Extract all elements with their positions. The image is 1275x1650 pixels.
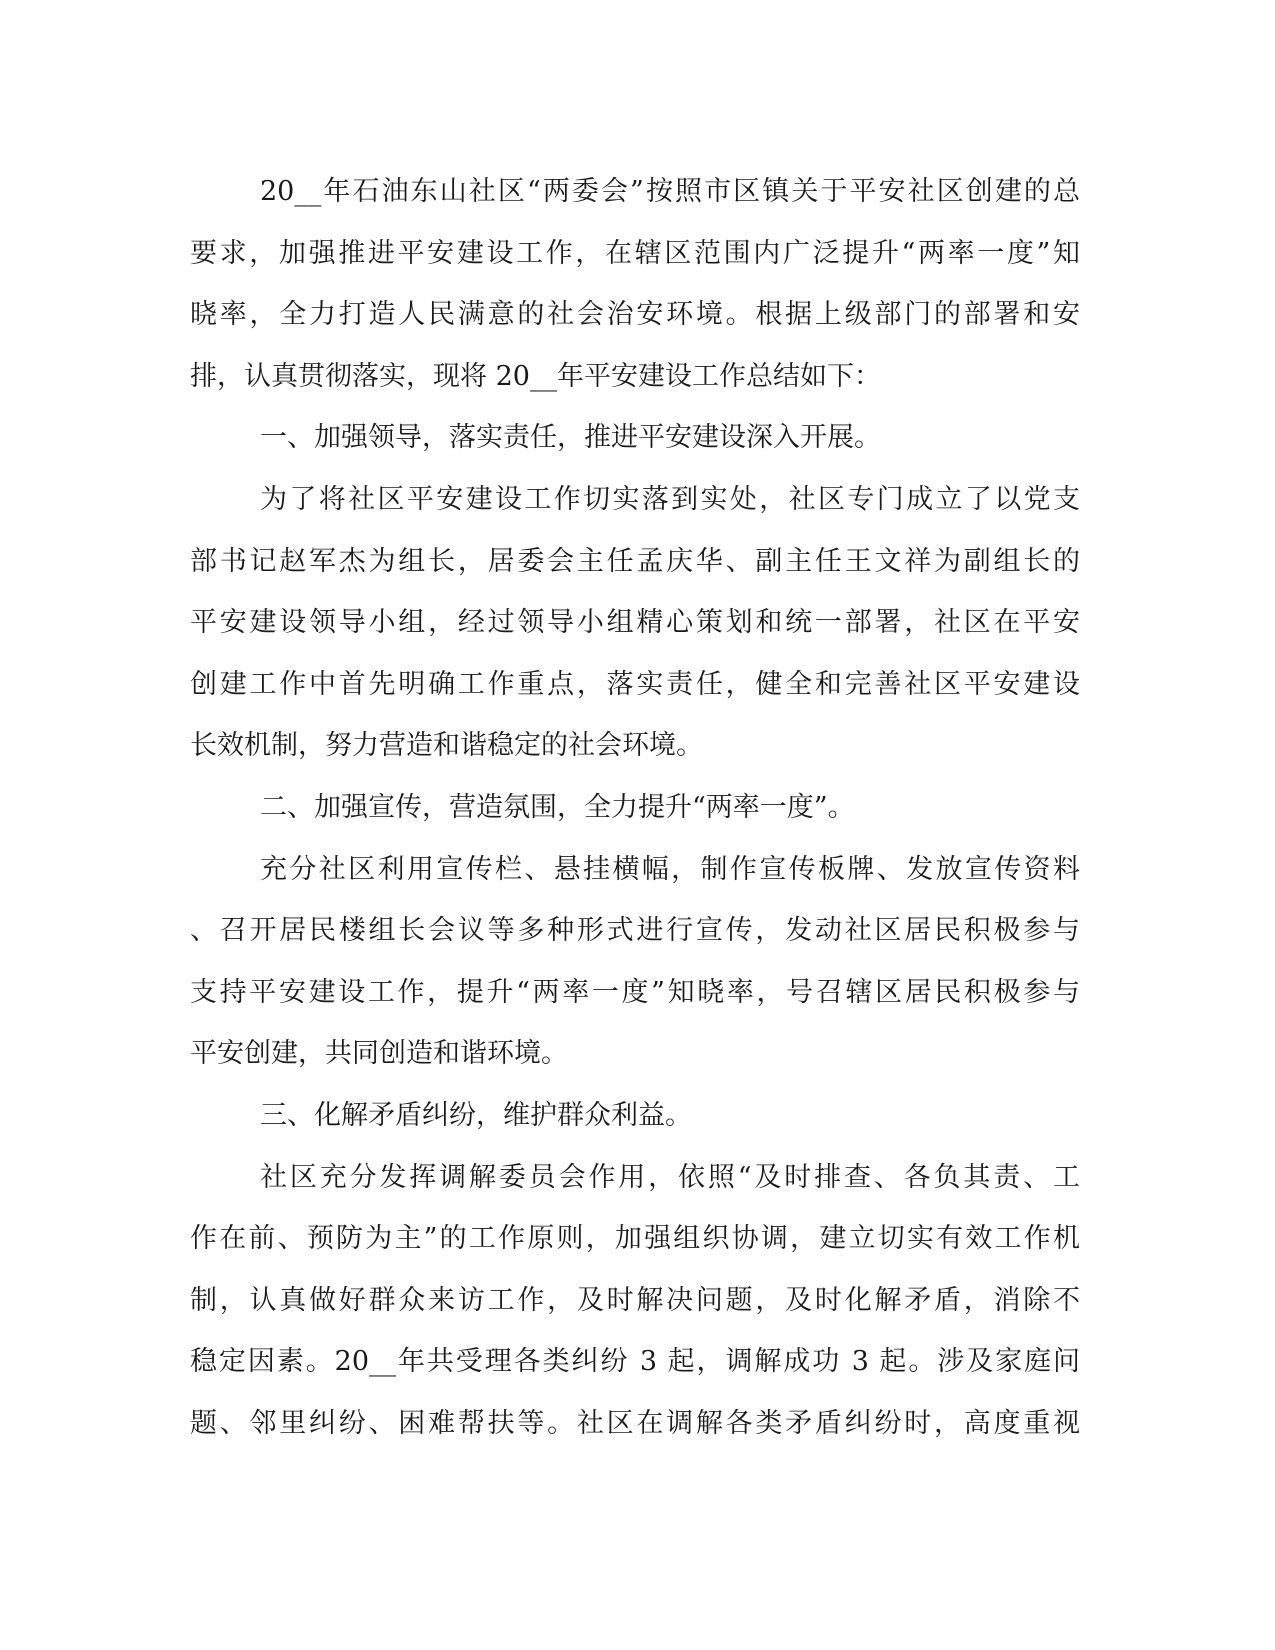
paragraph-1-line-2: 要求，加强推进平安建设工作，在辖区范围内广泛提升“两率一度”知 [190, 237, 1080, 269]
paragraph-2-line-3: 平安建设领导小组，经过领导小组精心策划和统一部署，社区在平安 [190, 607, 1080, 639]
paragraph-1-line-1: 20__年石油东山社区“两委会”按照市区镇关于平安社区创建的总 [260, 176, 1080, 207]
paragraph-4-line-3: 制，认真做好群众来访工作，及时解决问题，及时化解矛盾，消除不 [190, 1284, 1080, 1316]
paragraph-4-line-4: 稳定因素。20__年共受理各类纠纷 3 起，调解成功 3 起。涉及家庭问 [190, 1346, 1080, 1378]
paragraph-1-line-4: 排，认真贯彻落实，现将 20__年平安建设工作总结如下： [190, 360, 881, 392]
section-heading-3: 三、化解矛盾纠纷，维护群众利益。 [260, 1099, 692, 1131]
paragraph-4-line-1: 社区充分发挥调解委员会作用，依照“及时排查、各负其责、工 [260, 1161, 1080, 1193]
document-body [190, 161, 1080, 1454]
section-heading-2: 二、加强宣传，营造氛围，全力提升“两率一度”。 [260, 791, 855, 823]
paragraph-3-line-2: 、召开居民楼组长会议等多种形式进行宣传，发动社区居民积极参与 [190, 915, 1080, 947]
paragraph-2-line-5: 长效机制，努力营造和谐稳定的社会环境。 [190, 730, 703, 762]
paragraph-3-line-1: 充分社区利用宣传栏、悬挂横幅，制作宣传板牌、发放宣传资料 [260, 853, 1080, 885]
paragraph-2-line-2: 部书记赵军杰为组长，居委会主任孟庆华、副主任王文祥为副组长的 [190, 545, 1080, 577]
paragraph-2-line-1: 为了将社区平安建设工作切实落到实处，社区专门成立了以党支 [260, 483, 1080, 515]
paragraph-4-line-2: 作在前、预防为主”的工作原则，加强组织协调，建立切实有效工作机 [190, 1223, 1080, 1255]
section-heading-1: 一、加强领导，落实责任，推进平安建设深入开展。 [260, 422, 881, 454]
paragraph-3-line-4: 平安创建，共同创造和谐环境。 [190, 1038, 568, 1070]
paragraph-1-line-3: 晓率，全力打造人民满意的社会治安环境。根据上级部门的部署和安 [190, 299, 1080, 331]
paragraph-2-line-4: 创建工作中首先明确工作重点，落实责任，健全和完善社区平安建设 [190, 668, 1080, 700]
paragraph-4-line-5: 题、邻里纠纷、困难帮扶等。社区在调解各类矛盾纠纷时，高度重视 [190, 1407, 1080, 1439]
paragraph-3-line-3: 支持平安建设工作，提升“两率一度”知晓率，号召辖区居民积极参与 [190, 976, 1080, 1008]
